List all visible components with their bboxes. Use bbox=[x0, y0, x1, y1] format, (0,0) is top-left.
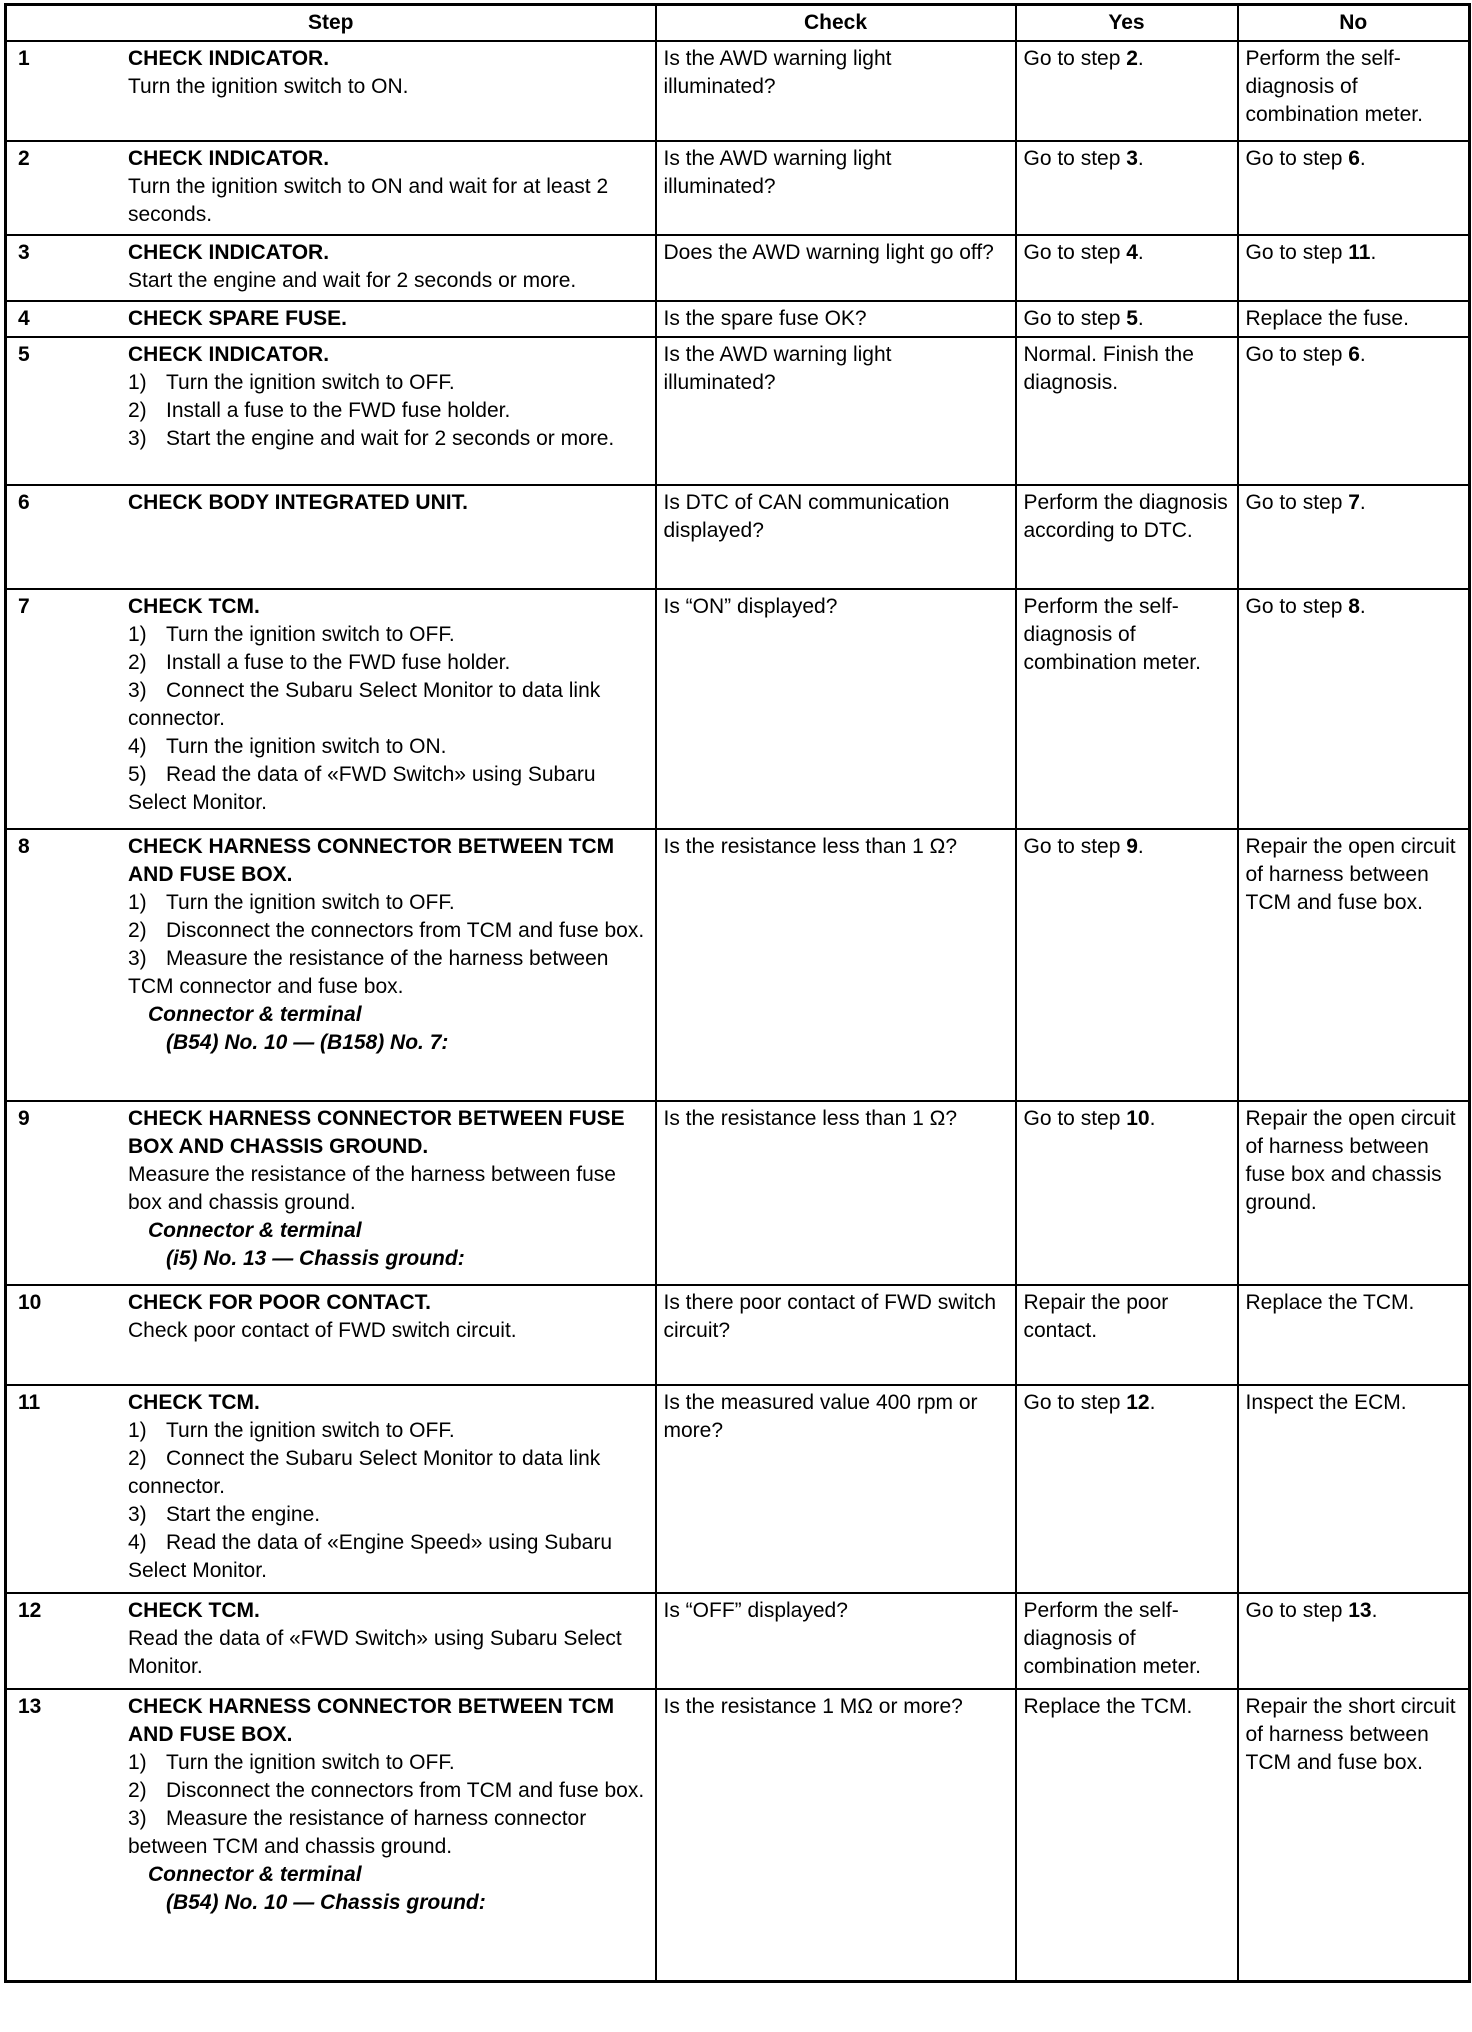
step-content bbox=[128, 341, 649, 453]
text: Perform the diagnosis according to DTC. bbox=[1023, 491, 1228, 542]
step-line-title: CHECK BODY INTEGRATED UNIT. bbox=[128, 491, 468, 514]
text: Go to step bbox=[1023, 47, 1127, 70]
text: Repair the poor contact. bbox=[1023, 1291, 1169, 1342]
step-line-title: CHECK HARNESS CONNECTOR BETWEEN TCM AND FUSE BOX. bbox=[128, 835, 615, 886]
text: Does the AWD warning light go off? bbox=[663, 241, 994, 264]
step-wrap bbox=[18, 1693, 649, 1917]
no-cell bbox=[1238, 1101, 1470, 1285]
step-line-list: 5) Read the data of «FWD Switch» using Subaru Select Monitor. bbox=[128, 763, 596, 814]
header-yes: Yes bbox=[1016, 5, 1238, 42]
step-wrap bbox=[18, 1389, 649, 1585]
check-cell bbox=[656, 1689, 1016, 1981]
bold-text: 12 bbox=[1126, 1391, 1150, 1414]
table-row bbox=[6, 1101, 1470, 1285]
step-number: 8 bbox=[18, 835, 30, 858]
step-cell bbox=[6, 301, 656, 337]
text: Go to step bbox=[1245, 491, 1349, 514]
step-content bbox=[128, 1389, 649, 1585]
step-line-list: 4) Turn the ignition switch to ON. bbox=[128, 733, 649, 761]
step-content bbox=[128, 1597, 649, 1681]
text: Is “OFF” displayed? bbox=[663, 1599, 848, 1622]
text: Repair the open circuit of harness between fuse box and chassis ground. bbox=[1245, 1107, 1456, 1214]
step-content bbox=[128, 45, 649, 101]
yes-cell bbox=[1016, 1689, 1238, 1981]
list-number: 4) bbox=[128, 1531, 147, 1554]
step-cell bbox=[6, 1285, 656, 1385]
step-cell bbox=[6, 141, 656, 235]
yes-cell bbox=[1016, 235, 1238, 301]
text: Go to step bbox=[1023, 835, 1127, 858]
step-cell bbox=[6, 589, 656, 829]
step-line-body: Check poor contact of FWD switch circuit. bbox=[128, 1319, 517, 1342]
text: Go to step bbox=[1245, 147, 1349, 170]
text: Go to step bbox=[1023, 241, 1127, 264]
no-cell bbox=[1238, 301, 1470, 337]
step-line-body: Turn the ignition switch to ON and wait for at least 2 seconds. bbox=[128, 175, 609, 226]
step-line-list: 3) Connect the Subaru Select Monitor to data link connector. bbox=[128, 679, 601, 730]
text: Is the measured value 400 rpm or more? bbox=[663, 1391, 978, 1442]
text: Perform the self-diagnosis of combination meter. bbox=[1245, 47, 1423, 126]
no-cell bbox=[1238, 1593, 1470, 1689]
text: . bbox=[1359, 595, 1366, 618]
text: Is the AWD warning light illuminated? bbox=[663, 343, 892, 394]
step-number: 12 bbox=[18, 1599, 42, 1622]
step-line-list: 2) Disconnect the connectors from TCM and fuse box. bbox=[128, 1777, 649, 1805]
step-line-list: 2) Disconnect the connectors from TCM and fuse box. bbox=[128, 917, 649, 945]
no-cell bbox=[1238, 235, 1470, 301]
step-number: 6 bbox=[18, 491, 30, 514]
no-cell bbox=[1238, 589, 1470, 829]
step-line-list: 3) Start the engine and wait for 2 seconds or more. bbox=[128, 425, 649, 453]
text: Is the spare fuse OK? bbox=[663, 307, 867, 330]
step-content bbox=[128, 593, 649, 817]
step-line-title: CHECK INDICATOR. bbox=[128, 241, 330, 264]
text: . bbox=[1359, 491, 1366, 514]
step-line-title: CHECK FOR POOR CONTACT. bbox=[128, 1291, 431, 1314]
table-row bbox=[6, 1689, 1470, 1981]
check-cell bbox=[656, 235, 1016, 301]
step-line-list: 1) Turn the ignition switch to OFF. bbox=[128, 1417, 649, 1445]
bold-text: 11 bbox=[1348, 241, 1371, 264]
text: Go to step bbox=[1023, 1107, 1127, 1130]
step-wrap bbox=[18, 341, 649, 453]
check-cell bbox=[656, 301, 1016, 337]
header-step: Step bbox=[6, 5, 656, 42]
text: . bbox=[1137, 835, 1144, 858]
text: Inspect the ECM. bbox=[1245, 1391, 1407, 1414]
text: Go to step bbox=[1245, 595, 1349, 618]
yes-cell bbox=[1016, 141, 1238, 235]
no-cell bbox=[1238, 1385, 1470, 1593]
step-content bbox=[128, 239, 649, 295]
step-line-list: 3) Measure the resistance of harness connector between TCM and chassis ground. bbox=[128, 1807, 587, 1858]
text: . bbox=[1149, 1107, 1156, 1130]
no-cell bbox=[1238, 829, 1470, 1101]
step-line-ct: Connector & terminal bbox=[148, 1219, 362, 1242]
diagnostic-table bbox=[4, 3, 1471, 1983]
text: Repair the short circuit of harness between TCM and fuse box. bbox=[1245, 1695, 1456, 1774]
bold-text: 3 bbox=[1126, 147, 1138, 170]
table-body bbox=[6, 41, 1470, 1981]
text: Normal. Finish the diagnosis. bbox=[1023, 343, 1194, 394]
step-number: 4 bbox=[18, 307, 30, 330]
yes-cell bbox=[1016, 1593, 1238, 1689]
step-content bbox=[128, 1289, 649, 1345]
text: Go to step bbox=[1023, 1391, 1127, 1414]
step-wrap bbox=[18, 305, 649, 333]
no-cell bbox=[1238, 485, 1470, 589]
step-line-list: 2) Connect the Subaru Select Monitor to data link connector. bbox=[128, 1447, 601, 1498]
step-line-title: CHECK INDICATOR. bbox=[128, 343, 330, 366]
check-cell bbox=[656, 829, 1016, 1101]
step-cell bbox=[6, 235, 656, 301]
step-wrap bbox=[18, 593, 649, 817]
step-wrap bbox=[18, 1289, 649, 1345]
list-number: 3) bbox=[128, 1503, 147, 1526]
text: . bbox=[1137, 307, 1144, 330]
bold-text: 6 bbox=[1348, 147, 1360, 170]
text: Is there poor contact of FWD switch circuit? bbox=[663, 1291, 997, 1342]
step-number: 7 bbox=[18, 595, 30, 618]
list-number: 4) bbox=[128, 735, 147, 758]
check-cell bbox=[656, 337, 1016, 485]
step-cell bbox=[6, 41, 656, 141]
step-number: 1 bbox=[18, 47, 30, 70]
text: Repair the open circuit of harness between TCM and fuse box. bbox=[1245, 835, 1456, 914]
step-line-body: Start the engine and wait for 2 seconds or more. bbox=[128, 269, 577, 292]
yes-cell bbox=[1016, 1101, 1238, 1285]
no-cell bbox=[1238, 1285, 1470, 1385]
step-line-ct: Connector & terminal bbox=[148, 1863, 362, 1886]
bold-text: 10 bbox=[1126, 1107, 1150, 1130]
step-content bbox=[128, 833, 649, 1057]
yes-cell bbox=[1016, 337, 1238, 485]
step-cell bbox=[6, 1385, 656, 1593]
yes-cell bbox=[1016, 41, 1238, 141]
table-row bbox=[6, 337, 1470, 485]
text: Go to step bbox=[1245, 241, 1349, 264]
step-line-list: 2) Install a fuse to the FWD fuse holder. bbox=[128, 397, 649, 425]
step-number: 2 bbox=[18, 147, 30, 170]
step-cell bbox=[6, 337, 656, 485]
step-line-title: CHECK HARNESS CONNECTOR BETWEEN TCM AND FUSE BOX. bbox=[128, 1695, 615, 1746]
list-number: 3) bbox=[128, 427, 147, 450]
text: Is DTC of CAN communication displayed? bbox=[663, 491, 950, 542]
bold-text: 9 bbox=[1126, 835, 1138, 858]
yes-cell bbox=[1016, 301, 1238, 337]
list-number: 1) bbox=[128, 1419, 147, 1442]
list-number: 2) bbox=[128, 919, 147, 942]
check-cell bbox=[656, 141, 1016, 235]
yes-cell bbox=[1016, 1285, 1238, 1385]
table-row bbox=[6, 589, 1470, 829]
step-number: 5 bbox=[18, 343, 30, 366]
table-row bbox=[6, 235, 1470, 301]
no-cell bbox=[1238, 41, 1470, 141]
check-cell bbox=[656, 41, 1016, 141]
step-number: 13 bbox=[18, 1695, 42, 1718]
list-number: 2) bbox=[128, 399, 147, 422]
check-cell bbox=[656, 1101, 1016, 1285]
step-line-list: 1) Turn the ignition switch to OFF. bbox=[128, 889, 649, 917]
step-content bbox=[128, 1693, 649, 1917]
list-number: 1) bbox=[128, 891, 147, 914]
step-line-list: 1) Turn the ignition switch to OFF. bbox=[128, 1749, 649, 1777]
header-check: Check bbox=[656, 5, 1016, 42]
table-header bbox=[6, 5, 1470, 42]
bold-text: 7 bbox=[1348, 491, 1360, 514]
text: Is the AWD warning light illuminated? bbox=[663, 147, 892, 198]
text: Go to step bbox=[1245, 343, 1349, 366]
list-number: 1) bbox=[128, 1751, 147, 1774]
step-line-body: Turn the ignition switch to ON. bbox=[128, 75, 409, 98]
step-wrap bbox=[18, 1597, 649, 1681]
step-content bbox=[128, 489, 649, 517]
list-number: 2) bbox=[128, 651, 147, 674]
text: . bbox=[1149, 1391, 1156, 1414]
step-wrap bbox=[18, 145, 649, 229]
yes-cell bbox=[1016, 1385, 1238, 1593]
bold-text: 6 bbox=[1348, 343, 1360, 366]
table-row bbox=[6, 141, 1470, 235]
check-cell bbox=[656, 589, 1016, 829]
header-row bbox=[6, 5, 1470, 42]
step-content bbox=[128, 145, 649, 229]
text: Is the resistance less than 1 Ω? bbox=[663, 835, 958, 858]
step-line-title: CHECK INDICATOR. bbox=[128, 147, 330, 170]
no-cell bbox=[1238, 1689, 1470, 1981]
step-content bbox=[128, 1105, 649, 1273]
step-line-title: CHECK SPARE FUSE. bbox=[128, 307, 347, 330]
list-number: 3) bbox=[128, 1807, 147, 1830]
bold-text: 5 bbox=[1126, 307, 1138, 330]
step-line-list: 3) Measure the resistance of the harness between TCM connector and fuse box. bbox=[128, 947, 609, 998]
step-line-spec: (B54) No. 10 — Chassis ground: bbox=[166, 1891, 486, 1914]
yes-cell bbox=[1016, 829, 1238, 1101]
text: Perform the self-diagnosis of combination meter. bbox=[1023, 1599, 1201, 1678]
step-line-title: CHECK TCM. bbox=[128, 595, 260, 618]
text: . bbox=[1137, 47, 1144, 70]
text: . bbox=[1137, 147, 1144, 170]
text: Replace the TCM. bbox=[1245, 1291, 1415, 1314]
step-wrap bbox=[18, 489, 649, 517]
bold-text: 4 bbox=[1126, 241, 1138, 264]
check-cell bbox=[656, 485, 1016, 589]
text: . bbox=[1137, 241, 1144, 264]
step-line-body: Read the data of «FWD Switch» using Subaru Select Monitor. bbox=[128, 1627, 622, 1678]
step-line-body: Measure the resistance of the harness between fuse box and chassis ground. bbox=[128, 1163, 616, 1214]
text: Go to step bbox=[1023, 147, 1127, 170]
text: Go to step bbox=[1245, 1599, 1349, 1622]
step-line-spec: (B54) No. 10 — (B158) No. 7: bbox=[166, 1031, 449, 1054]
step-cell bbox=[6, 1689, 656, 1981]
header-no: No bbox=[1238, 5, 1470, 42]
text: Is the AWD warning light illuminated? bbox=[663, 47, 892, 98]
step-line-title: CHECK TCM. bbox=[128, 1599, 260, 1622]
step-line-list: 4) Read the data of «Engine Speed» using Subaru Select Monitor. bbox=[128, 1531, 613, 1582]
check-cell bbox=[656, 1285, 1016, 1385]
step-wrap bbox=[18, 833, 649, 1057]
step-line-title: CHECK INDICATOR. bbox=[128, 47, 330, 70]
text: Replace the TCM. bbox=[1023, 1695, 1193, 1718]
no-cell bbox=[1238, 141, 1470, 235]
text: . bbox=[1371, 1599, 1378, 1622]
yes-cell bbox=[1016, 485, 1238, 589]
table-row bbox=[6, 1593, 1470, 1689]
list-number: 3) bbox=[128, 947, 147, 970]
step-line-list: 1) Turn the ignition switch to OFF. bbox=[128, 369, 649, 397]
step-cell bbox=[6, 1101, 656, 1285]
step-number: 3 bbox=[18, 241, 30, 264]
check-cell bbox=[656, 1593, 1016, 1689]
list-number: 3) bbox=[128, 679, 147, 702]
step-line-list: 1) Turn the ignition switch to OFF. bbox=[128, 621, 649, 649]
step-line-list: 3) Start the engine. bbox=[128, 1501, 649, 1529]
text: Replace the fuse. bbox=[1245, 307, 1409, 330]
list-number: 2) bbox=[128, 1447, 147, 1470]
table-row bbox=[6, 1385, 1470, 1593]
table-row bbox=[6, 829, 1470, 1101]
bold-text: 13 bbox=[1348, 1599, 1372, 1622]
table-row bbox=[6, 1285, 1470, 1385]
step-line-spec: (i5) No. 13 — Chassis ground: bbox=[166, 1247, 465, 1270]
step-number: 10 bbox=[18, 1291, 42, 1314]
step-line-title: CHECK HARNESS CONNECTOR BETWEEN FUSE BOX AND CHASSIS GROUND. bbox=[128, 1107, 625, 1158]
step-line-title: CHECK TCM. bbox=[128, 1391, 260, 1414]
table-row bbox=[6, 485, 1470, 589]
step-cell bbox=[6, 829, 656, 1101]
text: Is the resistance 1 MΩ or more? bbox=[663, 1695, 963, 1718]
no-cell bbox=[1238, 337, 1470, 485]
list-number: 2) bbox=[128, 1779, 147, 1802]
step-number: 9 bbox=[18, 1107, 30, 1130]
text: Is “ON” displayed? bbox=[663, 595, 838, 618]
table-row bbox=[6, 41, 1470, 141]
table-row bbox=[6, 301, 1470, 337]
text: . bbox=[1370, 241, 1377, 264]
bold-text: 2 bbox=[1126, 47, 1138, 70]
list-number: 1) bbox=[128, 623, 147, 646]
step-wrap bbox=[18, 1105, 649, 1273]
text: Go to step bbox=[1023, 307, 1127, 330]
step-line-list: 2) Install a fuse to the FWD fuse holder. bbox=[128, 649, 649, 677]
check-cell bbox=[656, 1385, 1016, 1593]
text: . bbox=[1359, 343, 1366, 366]
text: Perform the self-diagnosis of combination meter. bbox=[1023, 595, 1201, 674]
list-number: 5) bbox=[128, 763, 147, 786]
text: . bbox=[1359, 147, 1366, 170]
step-wrap bbox=[18, 45, 649, 101]
text: Is the resistance less than 1 Ω? bbox=[663, 1107, 958, 1130]
step-wrap bbox=[18, 239, 649, 295]
step-content bbox=[128, 305, 649, 333]
step-cell bbox=[6, 485, 656, 589]
step-line-ct: Connector & terminal bbox=[148, 1003, 362, 1026]
yes-cell bbox=[1016, 589, 1238, 829]
step-cell bbox=[6, 1593, 656, 1689]
step-number: 11 bbox=[18, 1391, 41, 1414]
bold-text: 8 bbox=[1348, 595, 1360, 618]
list-number: 1) bbox=[128, 371, 147, 394]
